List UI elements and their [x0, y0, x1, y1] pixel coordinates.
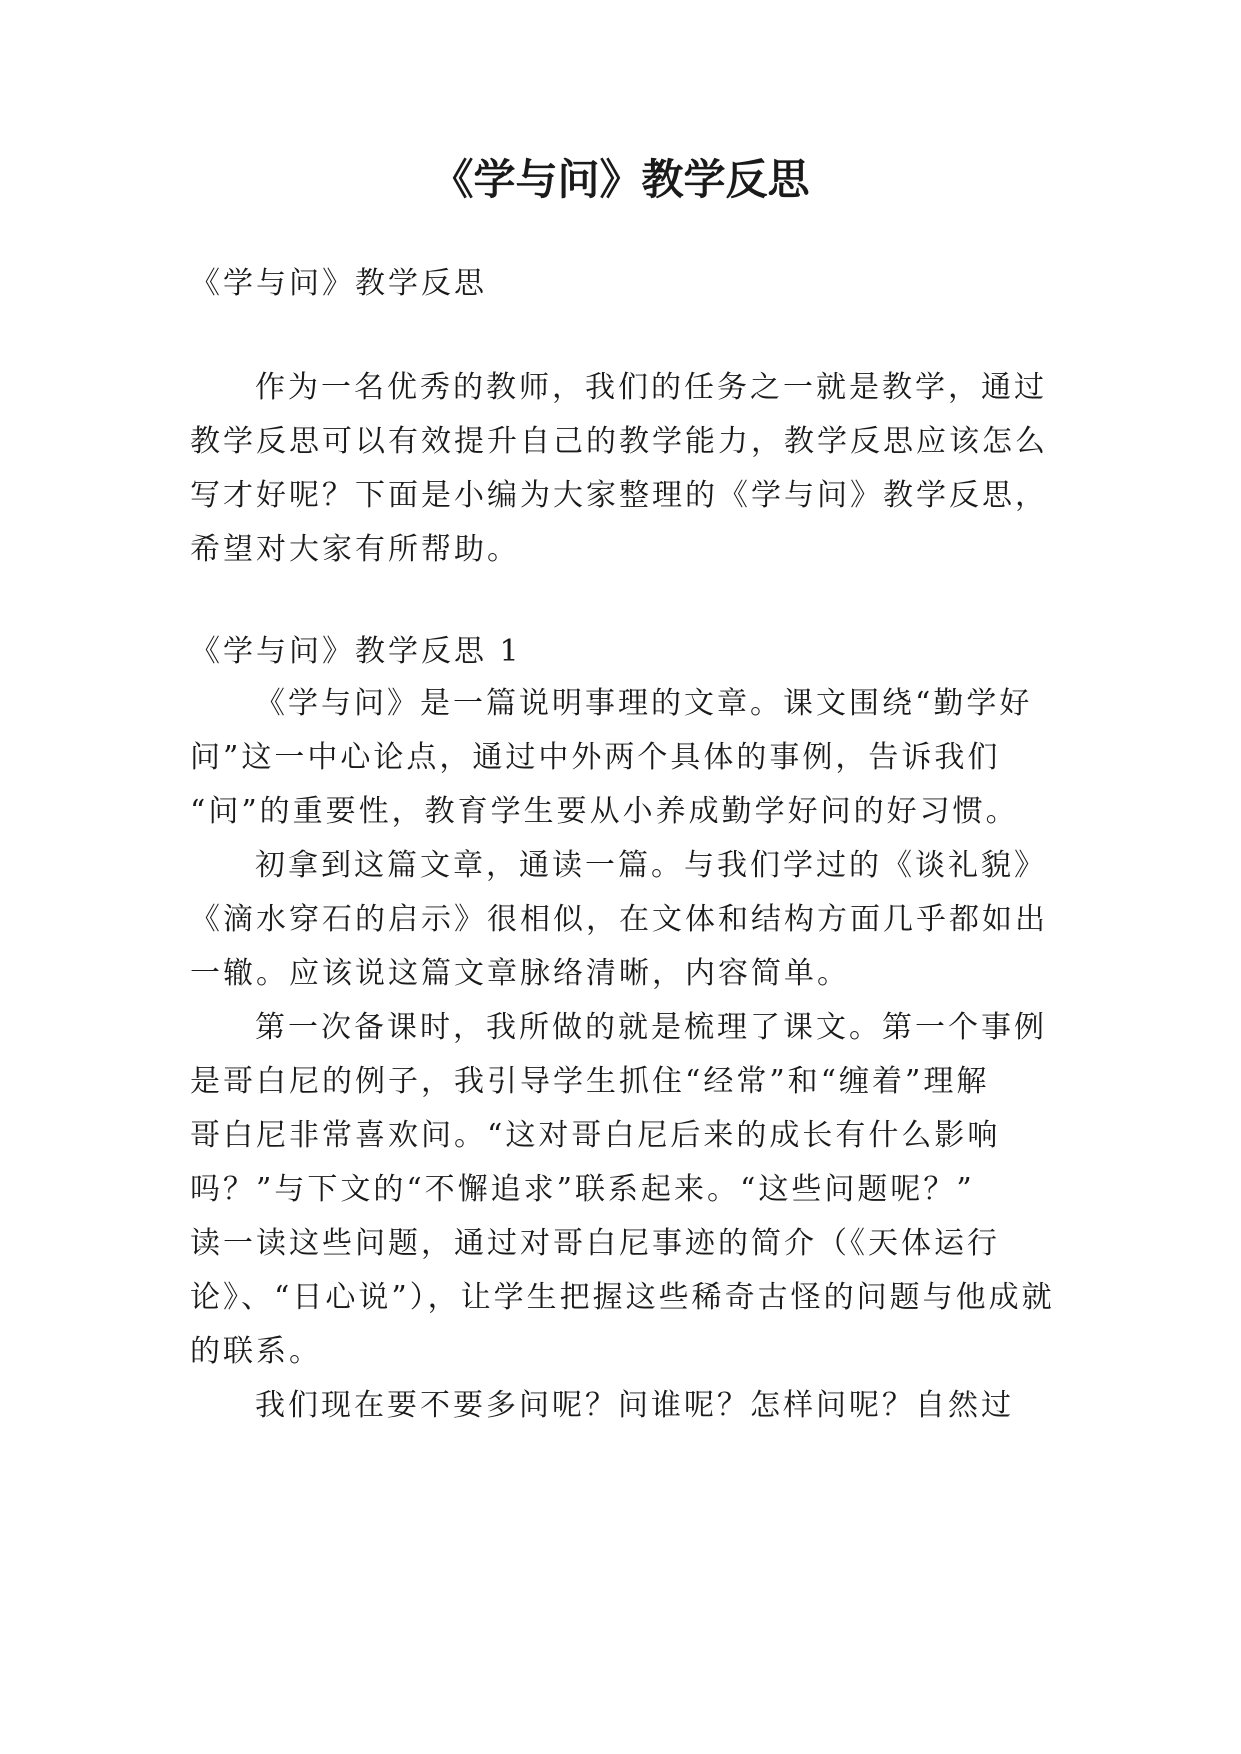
intro-line: 希望对大家有所帮助。: [190, 532, 520, 567]
paragraph-line: 吗？”与下文的“不懈追求”联系起来。“这些问题呢？”: [190, 1172, 975, 1207]
paragraph-line: 初拿到这篇文章，通读一篇。与我们学过的《谈礼貌》: [255, 848, 1047, 883]
paragraph-line: 读一读这些问题，通过对哥白尼事迹的简介（《天体运行: [190, 1226, 1000, 1261]
paragraph-line: 我们现在要不要多问呢？问谁呢？怎样问呢？自然过: [255, 1388, 1014, 1423]
intro-line: 作为一名优秀的教师，我们的任务之一就是教学，通过: [255, 370, 1047, 405]
document-title: 《学与问》教学反思: [431, 155, 810, 204]
paragraph-line: 哥白尼非常喜欢问。“这对哥白尼后来的成长有什么影响: [190, 1118, 1001, 1153]
paragraph-line: 《滴水穿石的启示》很相似，在文体和结构方面几乎都如出: [190, 902, 1048, 937]
paragraph-line: 一辙。应该说这篇文章脉络清晰，内容简单。: [190, 956, 850, 991]
document-subtitle: 《学与问》教学反思: [190, 266, 487, 301]
paragraph-line: “问”的重要性，教育学生要从小养成勤学好问的好习惯。: [190, 794, 1019, 829]
intro-line: 写才好呢？下面是小编为大家整理的《学与问》教学反思，: [190, 478, 1048, 513]
paragraph-line: 问”这一中心论点，通过中外两个具体的事例，告诉我们: [190, 740, 1001, 775]
paragraph-line: 第一次备课时，我所做的就是梳理了课文。第一个事例: [255, 1010, 1047, 1045]
intro-line: 教学反思可以有效提升自己的教学能力，教学反思应该怎么: [190, 424, 1048, 459]
paragraph-line: 的联系。: [190, 1334, 322, 1369]
paragraph-line: 《学与问》是一篇说明事理的文章。课文围绕“勤学好: [255, 686, 1033, 721]
paragraph-line: 论》、“日心说”），让学生把握这些稀奇古怪的问题与他成就: [190, 1280, 1055, 1315]
section-heading: 《学与问》教学反思 1: [190, 634, 522, 669]
paragraph-line: 是哥白尼的例子，我引导学生抓住“经常”和“缠着”理解: [190, 1064, 990, 1099]
